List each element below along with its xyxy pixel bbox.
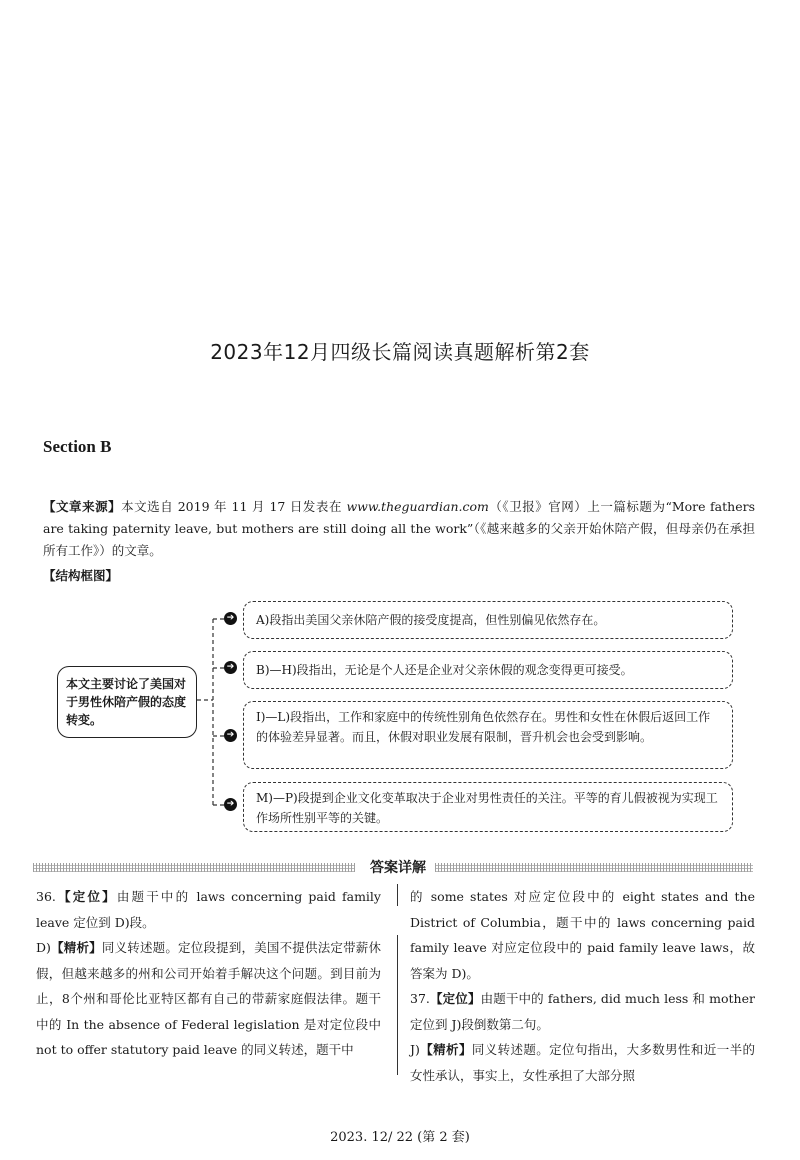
answer-paragraph — [410, 1037, 755, 1088]
column-divider — [397, 884, 398, 906]
structure-branch-c: I)—L)段指出，工作和家庭中的传统性别角色依然存在。男性和女性在休假后返回工作的体验差异显著。而且，休假对职业发展有限制，晋升机会也会受到影响。 — [243, 701, 733, 769]
answer-column-left — [36, 884, 381, 1063]
page-title: 2023年12月四级长篇阅读真题解析第2套 — [210, 340, 590, 364]
arrow-icon: ➔ — [224, 729, 237, 742]
answer-number: D) — [36, 940, 51, 955]
answer-text: 的 some states 对应定位段中的 eight states and the District of Columbia，题干中的 laws concerning paid family leave 对应定位段中的 paid family leave laws，故答案为 D)。 — [410, 889, 755, 981]
hatch-left — [33, 863, 355, 872]
article-source — [43, 496, 755, 562]
answer-tag: 【定位】 — [429, 991, 481, 1006]
answer-column-right — [410, 884, 755, 1088]
hatch-right — [435, 863, 753, 872]
answer-paragraph — [36, 935, 381, 1063]
arrow-icon: ➔ — [224, 612, 237, 625]
answer-text: 同义转述题。定位句指出，大多数男性和近一半的女性承认，事实上，女性承担了大部分照 — [410, 1042, 755, 1083]
answer-text: 同义转述题。定位段提到，美国不提供法定带薪休假，但越来越多的州和公司开始着手解决这个问题。到目前为止，8个州和哥伦比亚特区都有自己的带薪家庭假法律。题干中的 In the absence of Federal legislation 是对定位段中 not to offer statutory paid leave 的同义转述，题干中 — [36, 940, 381, 1057]
source-url: www.theguardian.com — [346, 499, 489, 514]
answer-tag: 【定位】 — [55, 889, 117, 904]
source-text-before: 本文选自 2019 年 11 月 17 日发表在 — [121, 499, 347, 514]
source-text-after: （《卫报》官网）上一篇标题为“More fathers are taking paternity leave, but mothers are still doing all the work”（《越来越多的父亲开始休陪产假，但母亲仍在承担所有工作》）的文章。 — [43, 499, 755, 558]
answer-text: 由题干中的 fathers, did much less 和 mother 定位到 J)段倒数第二句。 — [410, 991, 755, 1032]
answer-paragraph — [410, 884, 755, 986]
answer-number: 37. — [410, 991, 430, 1006]
answer-tag: 【精析】 — [50, 940, 102, 955]
structure-main-box: 本文主要讨论了美国对于男性休陪产假的态度转变。 — [57, 666, 197, 738]
arrow-icon: ➔ — [224, 798, 237, 811]
structure-branch-a: A)段指出美国父亲休陪产假的接受度提高，但性别偏见依然存在。 — [243, 601, 733, 639]
answer-text: 由题干中的 laws concerning paid family leave 定位到 D)段。 — [36, 889, 381, 930]
answers-divider — [33, 860, 753, 874]
source-label: 【文章来源】 — [43, 499, 122, 514]
answer-paragraph — [410, 986, 755, 1037]
answer-number: J) — [410, 1042, 420, 1057]
section-heading: Section B — [43, 437, 112, 456]
structure-label: 【结构框图】 — [43, 568, 119, 583]
column-divider — [397, 935, 398, 1075]
answers-heading: 答案详解 — [370, 860, 426, 876]
answer-tag: 【精析】 — [419, 1042, 472, 1057]
answer-number: 36. — [36, 889, 56, 904]
structure-branch-b: B)—H)段指出，无论是个人还是企业对父亲休假的观念变得更可接受。 — [243, 651, 733, 689]
answer-paragraph — [36, 884, 381, 935]
structure-branch-d: M)—P)段提到企业文化变革取决于企业对男性责任的关注。平等的育儿假被视为实现工作场所性别平等的关键。 — [243, 782, 733, 832]
arrow-icon: ➔ — [224, 661, 237, 674]
page-footer: 2023. 12/ 22 (第 2 套) — [330, 1130, 470, 1145]
